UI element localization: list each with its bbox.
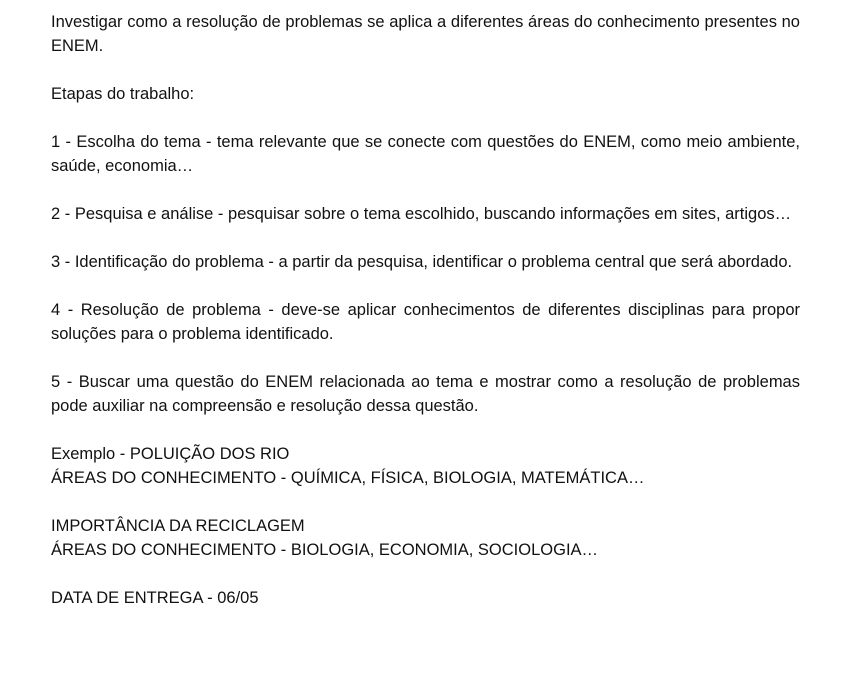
example-1 (51, 442, 800, 490)
step-1: 1 - Escolha do tema - tema relevante que se conecte com questões do ENEM, como meio ambiente, saúde, economia… (51, 133, 800, 175)
example-1-areas: ÁREAS DO CONHECIMENTO - QUÍMICA, FÍSICA, BIOLOGIA, MATEMÁTICA… (51, 469, 645, 487)
due-date: DATA DE ENTREGA - 06/05 (51, 589, 259, 607)
document-body (51, 10, 800, 610)
example-2 (51, 514, 800, 562)
step-3: 3 - Identificação do problema - a partir da pesquisa, identificar o problema central que será abordado. (51, 253, 793, 271)
intro-paragraph: Investigar como a resolução de problemas se aplica a diferentes áreas do conhecimento presentes no ENEM. (51, 13, 800, 55)
example-2-areas: ÁREAS DO CONHECIMENTO - BIOLOGIA, ECONOMIA, SOCIOLOGIA… (51, 541, 599, 559)
example-2-title: IMPORTÂNCIA DA RECICLAGEM (51, 517, 305, 535)
step-5: 5 - Buscar uma questão do ENEM relacionada ao tema e mostrar como a resolução de problemas pode auxiliar na compreensão e resolução dessa questão. (51, 373, 800, 415)
step-2: 2 - Pesquisa e análise - pesquisar sobre o tema escolhido, buscando informações em sites, artigos… (51, 205, 792, 223)
step-4: 4 - Resolução de problema - deve-se aplicar conhecimentos de diferentes disciplinas para propor soluções para o problema identificado. (51, 301, 800, 343)
steps-heading: Etapas do trabalho: (51, 85, 195, 103)
example-1-title: Exemplo - POLUIÇÃO DOS RIO (51, 445, 290, 463)
